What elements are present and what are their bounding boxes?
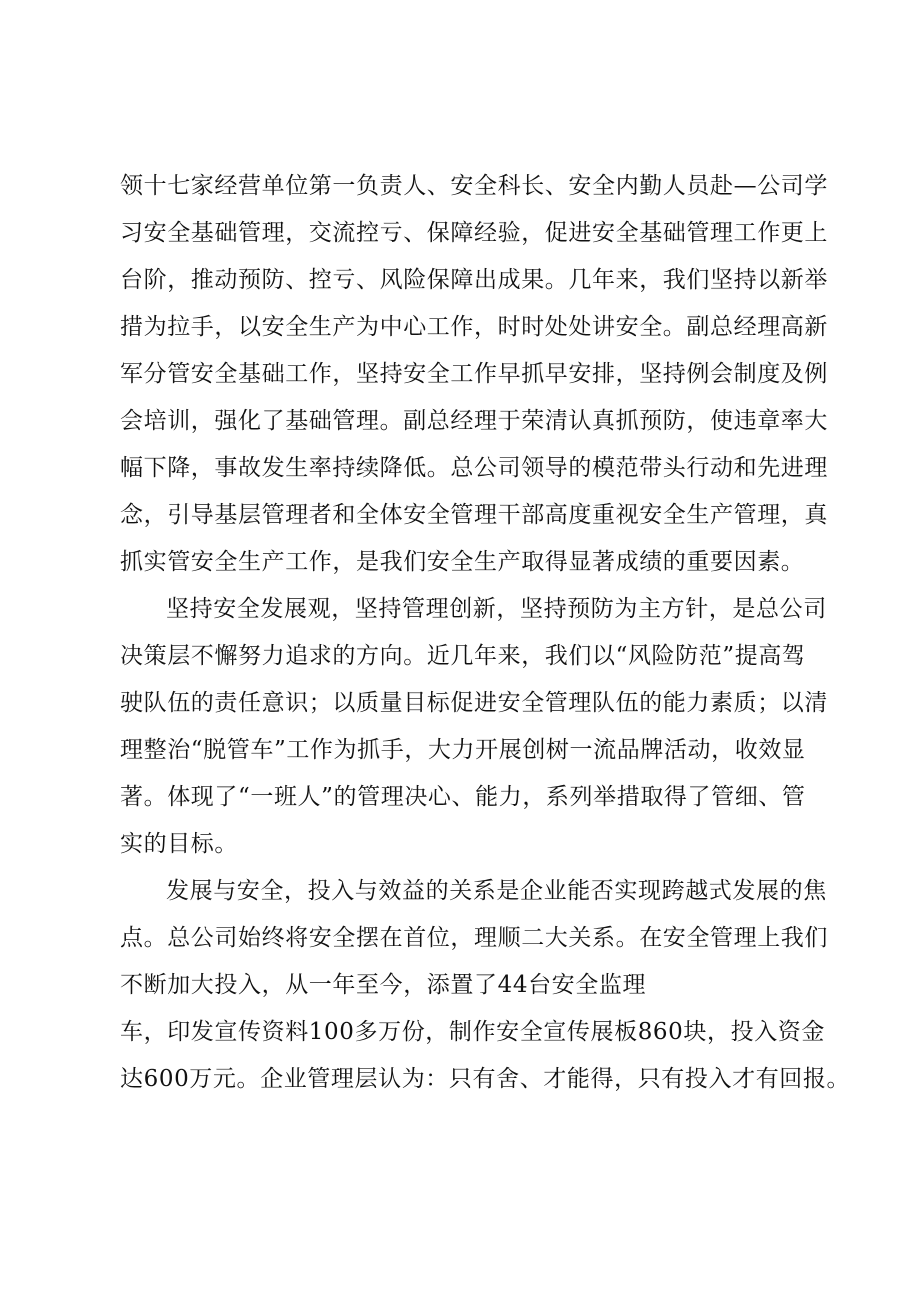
text-line: 点。总公司始终将安全摆在首位，理顺二大关系。在安全管理上我们 [120, 925, 828, 951]
text-line: 达600万元。企业管理层认为：只有舍、才能得，只有投入才有回报。 [120, 1066, 851, 1092]
paragraph-first-line: 发展与安全，投入与效益的关系是企业能否实现跨越式发展的焦 [166, 878, 827, 904]
text-line: 理整治“脱管车”工作为抓手，大力开展创树一流品牌活动，收效显 [120, 737, 806, 763]
text-line: 台阶，推动预防、控亏、风险保障出成果。几年来，我们坚持以新举 [120, 267, 828, 293]
paragraph-first-line: 坚持安全发展观，坚持管理创新，坚持预防为主方针，是总公司 [166, 596, 827, 622]
text-line: 习安全基础管理，交流控亏、保障经验，促进安全基础管理工作更上 [120, 220, 828, 246]
text-line: 不断加大投入，从一年至今，添置了44台安全监理 [120, 972, 647, 998]
text-line: 领十七家经营单位第一负责人、安全科长、安全内勤人员赴—公司学 [120, 173, 828, 199]
text-line: 决策层不懈努力追求的方向。近几年来，我们以“风险防范”提高驾 [120, 643, 806, 669]
text-line: 念，引导基层管理者和全体安全管理干部高度重视安全生产管理，真 [120, 502, 828, 528]
text-line: 驶队伍的责任意识；以质量目标促进安全管理队伍的能力素质；以清 [120, 690, 828, 716]
text-line: 幅下降，事故发生率持续降低。总公司领导的模范带头行动和先进理 [120, 455, 828, 481]
text-line: 抓实管安全生产工作，是我们安全生产取得显著成绩的重要因素。 [120, 549, 805, 575]
text-line: 会培训，强化了基础管理。副总经理于荣清认真抓预防，使违章率大 [120, 408, 828, 434]
text-line: 车，印发宣传资料100多万份，制作安全宣传展板860块，投入资金 [120, 1019, 825, 1045]
text-line: 措为拉手，以安全生产为中心工作，时时处处讲安全。副总经理高新 [120, 314, 828, 340]
text-line: 著。体现了“一班人”的管理决心、能力，系列举措取得了管细、管 [120, 784, 806, 810]
text-line: 军分管安全基础工作，坚持安全工作早抓早安排，坚持例会制度及例 [120, 361, 828, 387]
text-line: 实的目标。 [120, 831, 238, 857]
